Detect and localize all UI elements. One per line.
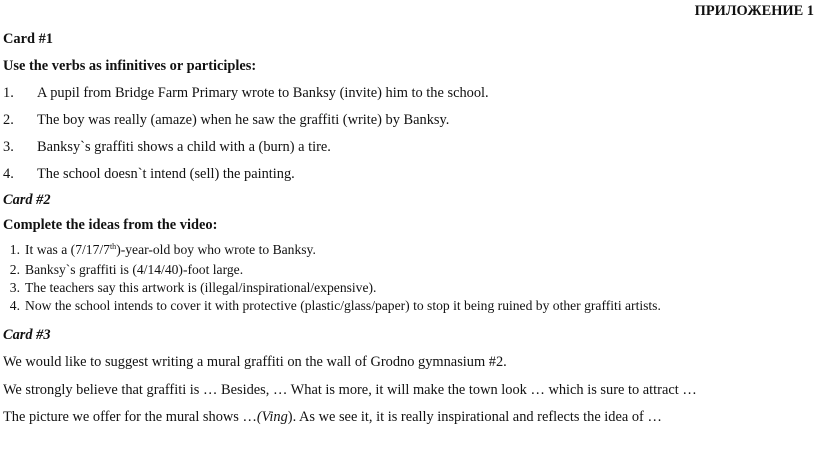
card3-title: Card #3 [3,327,51,343]
card2-item [0,263,243,277]
card1-item [3,113,449,127]
card2-instruction: Complete the ideas from the video: [3,217,218,233]
item-number: 4. [3,166,14,182]
card3-line-end: ). As we see it, it is really inspirational and reflects the idea of … [287,409,662,425]
card1-item [3,86,489,100]
card1-title: Card #1 [3,31,53,47]
item-number: 2. [3,112,14,128]
card1-instruction: Use the verbs as infinitives or participles: [3,58,257,74]
card2-title: Card #2 [3,192,51,208]
item-text: The teachers say this artwork is (illegal/inspirational/expensive). [25,280,377,295]
card2-item [0,243,316,257]
card1-item [3,167,295,181]
card3-line: We strongly believe that graffiti is … Besides, … What is more, it will make the town look … which is sure to attract … [3,382,697,398]
item-number: 2. [9,262,20,277]
appendix-label: ПРИЛОЖЕНИЕ 1 [694,3,814,19]
item-number: 4. [9,298,20,313]
ving-hint: (Ving [256,409,288,425]
card2-item [0,281,376,295]
item-text: The boy was really (amaze) when he saw the graffiti (write) by Banksy. [37,112,450,128]
item-number: 3. [9,280,20,295]
item-text: A pupil from Bridge Farm Primary wrote to Banksy (invite) him to the school. [37,85,489,101]
item-text: Banksy`s graffiti is (4/14/40)-foot large. [25,262,244,277]
item-text: Now the school intends to cover it with protective (plastic/glass/paper) to stop it being ruined by other graffiti artists. [25,298,661,313]
item-text: It was a (7/17/7 [25,242,110,257]
card3-line [3,410,662,424]
item-number: 1. [3,85,14,101]
card3-line: We would like to suggest writing a mural graffiti on the wall of Grodno gymnasium #2. [3,354,507,370]
item-text-end: )-year-old boy who wrote to Banksy. [116,242,316,257]
ordinal-suffix: th [109,242,117,251]
card2-item [0,299,661,313]
card3-line-start: The picture we offer for the mural shows … [3,409,257,425]
item-number: 1. [9,242,20,257]
item-number: 3. [3,139,14,155]
card1-item [3,140,331,154]
item-text: Banksy`s graffiti shows a child with a (burn) a tire. [37,139,331,155]
item-text: The school doesn`t intend (sell) the painting. [37,166,295,182]
